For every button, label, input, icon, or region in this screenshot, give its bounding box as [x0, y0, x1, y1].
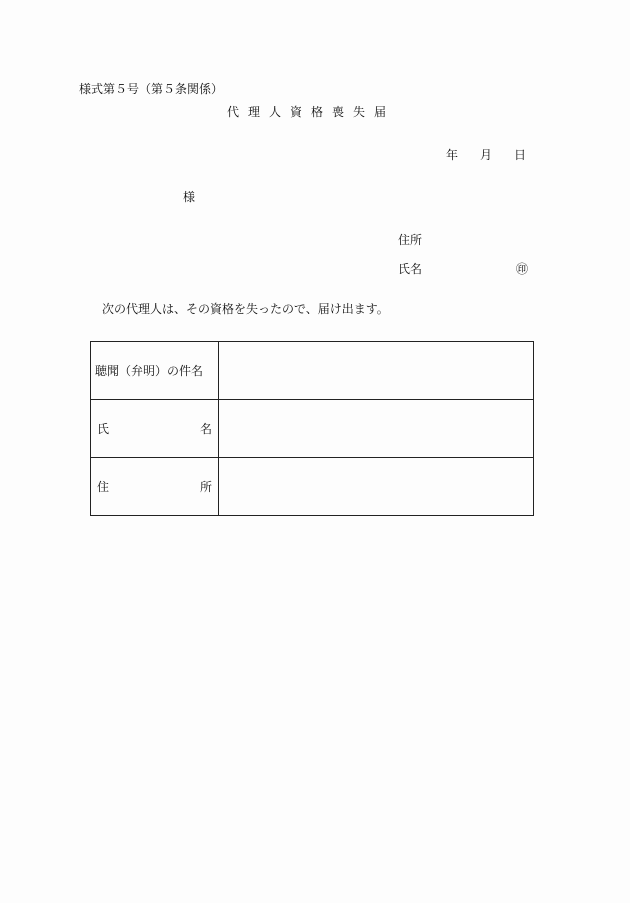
name-label-right: 名: [199, 422, 212, 436]
table-row: [91, 400, 534, 458]
address-value-cell[interactable]: [219, 458, 534, 516]
table-row: [91, 458, 534, 516]
applicant-name-label: 氏名: [398, 262, 423, 276]
date-day-label: 日: [514, 148, 527, 162]
seal-mark: ㊞: [516, 262, 529, 276]
document-title: 代理人資格喪失届: [227, 105, 396, 119]
date-year-label: 年: [446, 148, 459, 162]
name-value-cell[interactable]: [219, 400, 534, 458]
address-label-cell: [91, 458, 219, 516]
notice-text: 次の代理人は、その資格を失ったので、届け出ます。: [102, 302, 389, 316]
subject-value-cell[interactable]: [219, 342, 534, 400]
subject-label: 聴聞（弁明）の件名: [95, 364, 204, 378]
addressee-suffix: 様: [183, 190, 196, 204]
applicant-address-label: 住所: [398, 233, 423, 247]
form-number: 様式第５号（第５条関係）: [79, 82, 224, 96]
subject-label-cell: [91, 342, 219, 400]
date-line: [446, 148, 526, 162]
agent-info-table: [90, 341, 534, 516]
date-month-label: 月: [480, 148, 493, 162]
name-label-cell: [91, 400, 219, 458]
table-row: [91, 342, 534, 400]
address-label-left: 住: [97, 480, 110, 494]
address-label-right: 所: [199, 480, 212, 494]
name-label-left: 氏: [97, 422, 110, 436]
